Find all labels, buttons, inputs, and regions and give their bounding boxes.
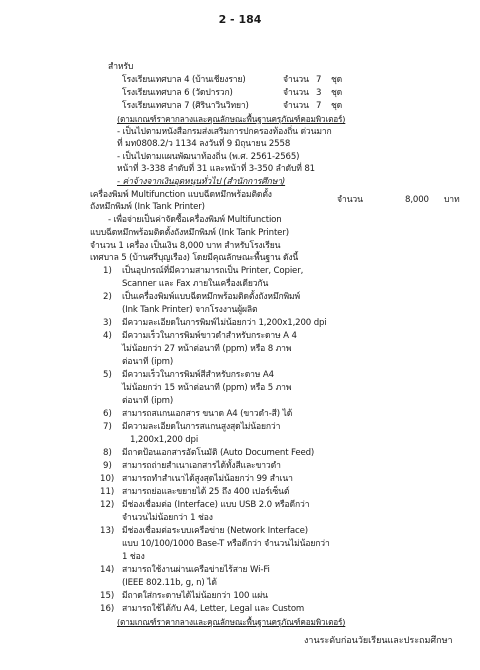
spec-number: 1) xyxy=(103,266,112,276)
for-label: สำหรับ xyxy=(108,62,134,72)
school-name-3: โรงเรียนเทศบาล 7 (ศิรินาวินวิทยา) xyxy=(122,101,249,111)
spec-line: ต่อนาที (ipm) xyxy=(122,357,174,367)
spec-line: ไม่น้อยกว่า 27 หน้าต่อนาที (ppm) หรือ 8 ภาพ xyxy=(122,344,292,354)
spec-line: สามารถสแกนเอกสาร ขนาด A4 (ขาวดำ-สี) ได้ xyxy=(122,409,293,419)
desc-line-4: เทศบาล 5 (บ้านศรีบุญเรือง) โดยมีคุณลักษณะพื้นฐาน ดังนี้ xyxy=(90,253,299,263)
spec-number: 4) xyxy=(103,331,112,341)
school-unit-1: ชุด xyxy=(331,75,343,85)
spec-line: สามารถถ่ายสำเนาเอกสารได้ทั้งสีและขาวดำ xyxy=(122,461,281,471)
standard-note-2: (ตามเกณฑ์ราคากลางและคุณลักษณะพื้นฐานครุภัณฑ์คอมพิวเตอร์) xyxy=(117,617,346,627)
spec-number: 16) xyxy=(100,604,115,614)
spec-number: 7) xyxy=(103,422,112,432)
spec-line: เป็นเครื่องพิมพ์แบบฉีดหมึกพร้อมติดตั้งถังหมึกพิมพ์ xyxy=(122,292,301,302)
spec-number: 11) xyxy=(100,487,115,497)
school-name-1: โรงเรียนเทศบาล 4 (บ้านเชียงราย) xyxy=(122,75,246,85)
spec-line: (IEEE 802.11b, g, n) ได้ xyxy=(122,578,217,588)
spec-number: 14) xyxy=(100,565,115,575)
school-qty-1: 7 xyxy=(316,75,322,85)
page-footer: งานระดับก่อนวัยเรียนและประถมศึกษา xyxy=(304,636,453,646)
school-qty-label-2: จำนวน xyxy=(283,88,309,98)
item-title-line-1: เครื่องพิมพ์ Multifunction แบบฉีดหมึกพร้อมติดตั้ง xyxy=(90,190,272,200)
basis-line-3: - เป็นไปตามแผนพัฒนาท้องถิ่น (พ.ศ. 2561-2565) xyxy=(117,152,300,162)
spec-number: 6) xyxy=(103,409,112,419)
spec-number: 3) xyxy=(103,318,112,328)
spec-line: 1,200x1,200 dpi xyxy=(130,435,199,445)
spec-line: ต่อนาที (ipm) xyxy=(122,396,174,406)
item-currency: บาท xyxy=(444,195,460,205)
desc-line-3: จำนวน 1 เครื่อง เป็นเงิน 8,000 บาท สำหรับโรงเรียน xyxy=(90,241,281,251)
school-name-2: โรงเรียนเทศบาล 6 (วัดปารวก) xyxy=(122,88,233,98)
standard-note-1: (ตามเกณฑ์ราคากลางและคุณลักษณะพื้นฐานครุภัณฑ์คอมพิวเตอร์) xyxy=(117,114,346,124)
desc-line-1: - เพื่อจ่ายเป็นค่าจัดซื้อเครื่องพิมพ์ Multifunction xyxy=(108,215,282,225)
expense-type: - ค่าจ้างจากเงินอุดหนุนทั่วไป (สำนักการศึกษา) xyxy=(117,177,286,187)
spec-line: แบบ 10/100/1000 Base-T หรือดีกว่า จำนวนไม่น้อยกว่า xyxy=(122,539,330,549)
spec-line: สามารถย่อและขยายได้ 25 ถึง 400 เปอร์เซ็นต์ xyxy=(122,487,290,497)
school-unit-3: ชุด xyxy=(331,101,343,111)
school-qty-label-3: จำนวน xyxy=(283,101,309,111)
spec-line: 1 ช่อง xyxy=(122,552,145,562)
spec-line: มีถาดป้อนเอกสารอัตโนมัติ (Auto Document Feed) xyxy=(122,448,315,458)
spec-number: 8) xyxy=(103,448,112,458)
spec-line: มีช่องเชื่อมต่อ (Interface) แบบ USB 2.0 หรือดีกว่า xyxy=(122,500,310,510)
spec-line: สามารถใช้ได้กับ A4, Letter, Legal และ Custom xyxy=(122,604,305,614)
spec-line: ไม่น้อยกว่า 15 หน้าต่อนาที (ppm) หรือ 5 ภาพ xyxy=(122,383,292,393)
spec-number: 2) xyxy=(103,292,112,302)
desc-line-2: แบบฉีดหมึกพร้อมติดตั้งถังหมึกพิมพ์ (Ink Tank Printer) xyxy=(90,228,289,238)
spec-number: 15) xyxy=(100,591,115,601)
spec-line: มีความละเอียดในการสแกนสูงสุดไม่น้อยกว่า xyxy=(122,422,281,432)
spec-number: 9) xyxy=(103,461,112,471)
item-amount: 8,000 xyxy=(405,195,429,205)
spec-number: 13) xyxy=(100,526,115,536)
school-qty-3: 7 xyxy=(316,101,322,111)
spec-line: สามารถใช้งานผ่านเครือข่ายไร้สาย Wi-Fi xyxy=(122,565,270,575)
spec-number: 5) xyxy=(103,370,112,380)
spec-number: 10) xyxy=(100,474,115,484)
item-qty-label: จำนวน xyxy=(337,195,363,205)
spec-line: จำนวนไม่น้อยกว่า 1 ช่อง xyxy=(122,513,213,523)
school-unit-2: ชุด xyxy=(331,88,343,98)
basis-line-1: - เป็นไปตามหนังสือกรมส่งเสริมการปกครองท้องถิ่น ด่วนมาก xyxy=(117,127,332,137)
spec-line: สามารถทำสำเนาได้สูงสุดไม่น้อยกว่า 99 สำเนา xyxy=(122,474,293,484)
school-qty-label-1: จำนวน xyxy=(283,75,309,85)
spec-line: (Ink Tank Printer) จากโรงงานผู้ผลิต xyxy=(122,305,258,315)
basis-line-2: ที่ มท0808.2/ว 1134 ลงวันที่ 9 มิถุนายน 2558 xyxy=(117,139,291,149)
school-qty-2: 3 xyxy=(316,88,322,98)
basis-line-4: หน้าที่ 3-338 ลำดับที่ 31 และหน้าที่ 3-350 ลำดับที่ 81 xyxy=(117,164,316,174)
spec-line: มีความเร็วในการพิมพ์ขาวดำสำหรับกระดาษ A 4 xyxy=(122,331,297,341)
page-number: 2 - 184 xyxy=(218,13,262,26)
spec-line: Scanner และ Fax ภายในเครื่องเดียวกัน xyxy=(122,279,269,289)
spec-line: มีถาดใส่กระดาษได้ไม่น้อยกว่า 100 แผ่น xyxy=(122,591,268,601)
item-title-line-2: ถังหมึกพิมพ์ (Ink Tank Printer) xyxy=(90,202,205,212)
spec-number: 12) xyxy=(100,500,115,510)
spec-line: มีช่องเชื่อมต่อระบบเครือข่าย (Network Interface) xyxy=(122,526,308,536)
spec-line: มีความเร็วในการพิมพ์สีสำหรับกระดาษ A4 xyxy=(122,370,274,380)
spec-line: เป็นอุปกรณ์ที่มีความสามารถเป็น Printer, Copier, xyxy=(122,266,304,276)
spec-line: มีความละเอียดในการพิมพ์ไม่น้อยกว่า 1,200x1,200 dpi xyxy=(122,318,327,328)
